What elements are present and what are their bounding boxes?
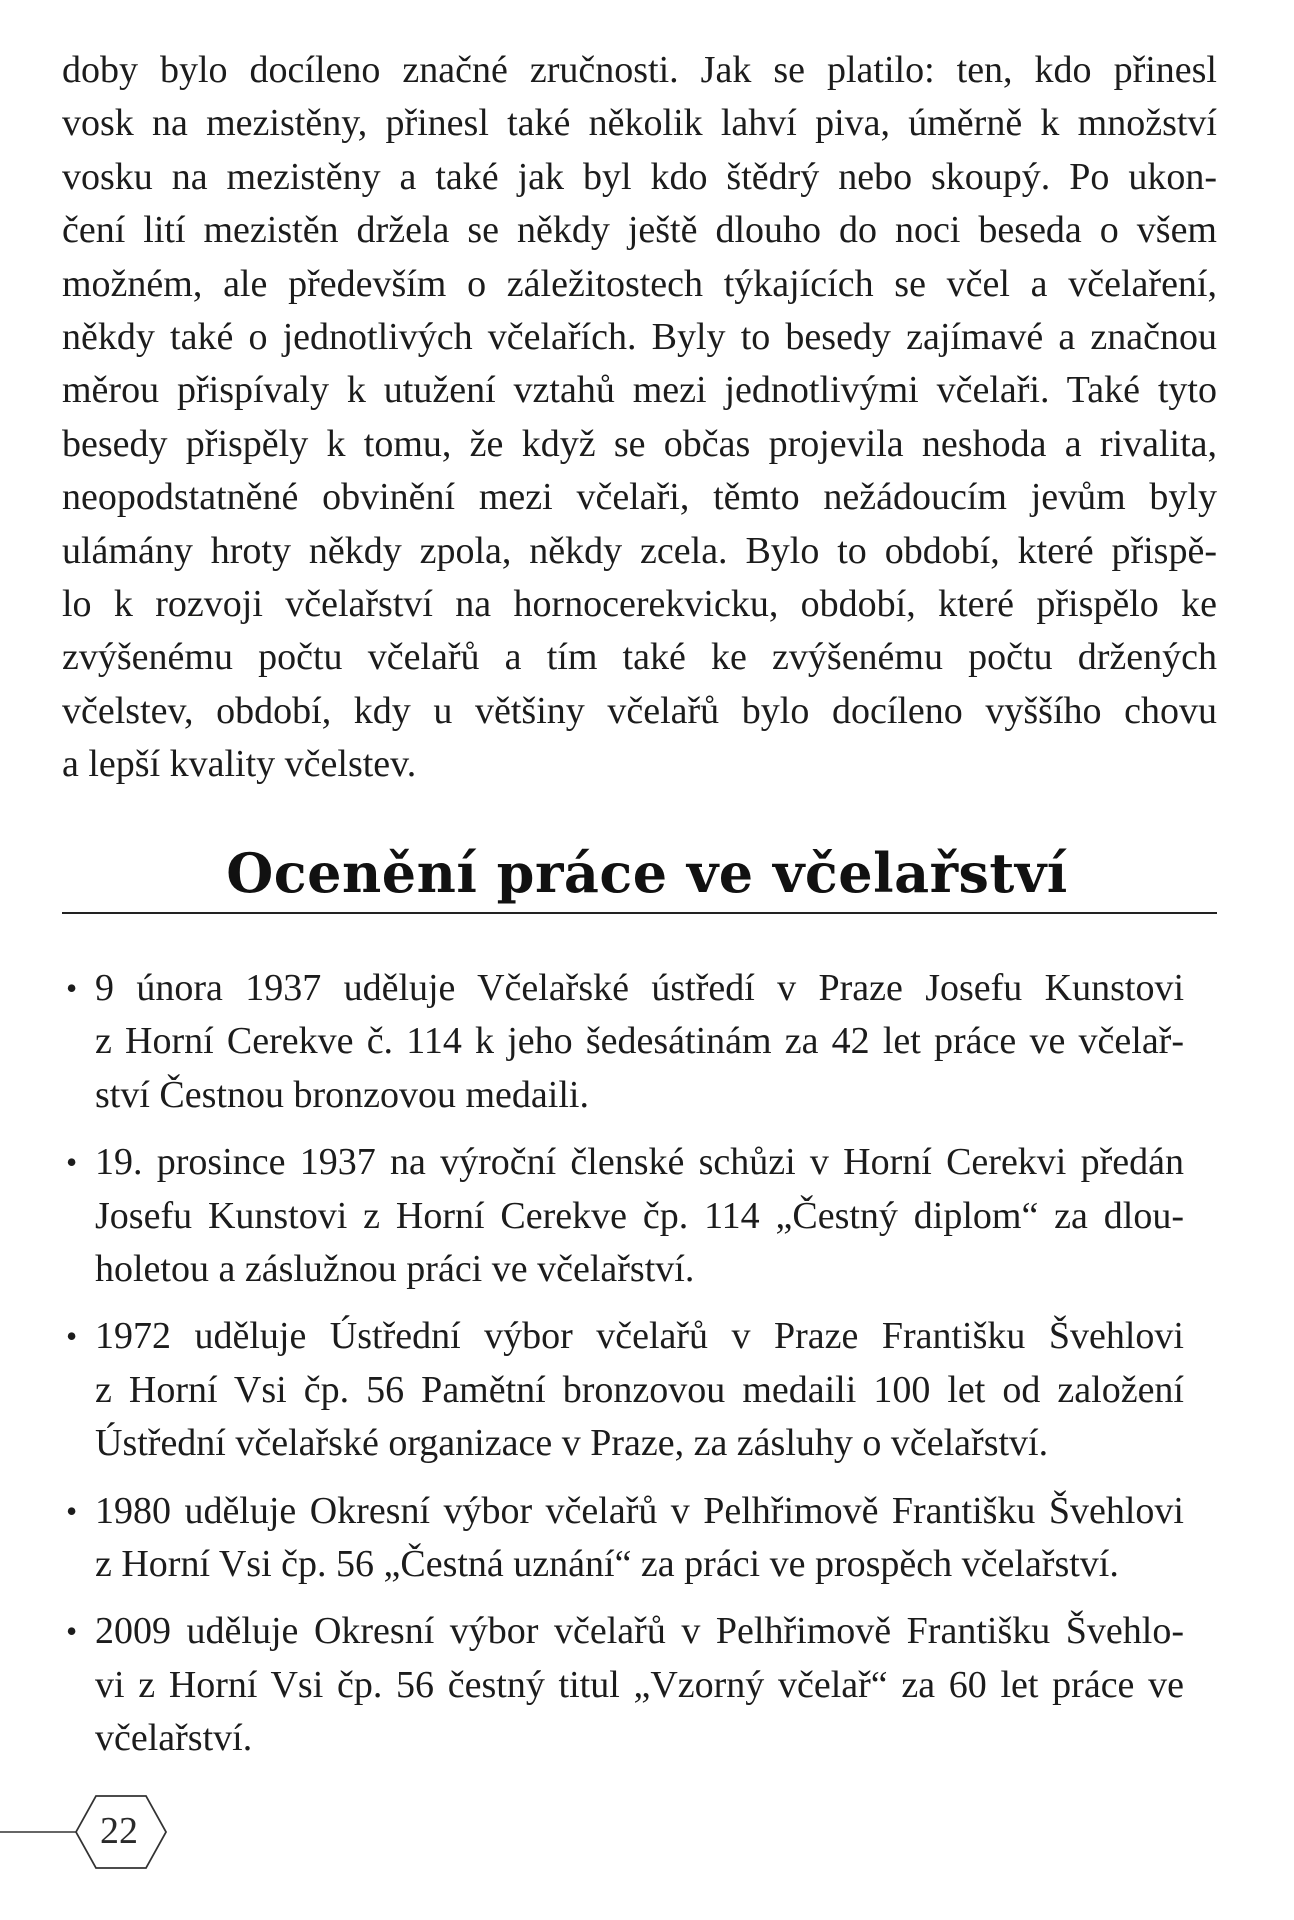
heading-underline — [62, 912, 1217, 914]
bullet-icon: • — [66, 1492, 78, 1529]
award-line: vi z Horní Vsi čp. 56 čestný titul „Vzorný včelař“ za 60 let práce ve — [95, 1663, 1184, 1706]
bullet-icon: • — [66, 1318, 78, 1355]
bullet-icon: • — [66, 1144, 78, 1181]
bullet-icon: • — [66, 970, 78, 1006]
paragraph-line: neopodstatněné obvinění mezi včelaři, těmto nežádoucím jevům byly — [62, 476, 1217, 519]
award-line: Josefu Kunstovi z Horní Cerekve čp. 114 „Čestný diplom“ za dlou- — [95, 1194, 1184, 1237]
award-line: holetou a záslužnou práci ve včelařství. — [95, 1247, 695, 1290]
award-line: včelařství. — [95, 1717, 253, 1760]
award-line: 1972 uděluje Ústřední výbor včelařů v Praze Františku Švehlovi — [95, 1315, 1184, 1358]
bullet-icon: • — [66, 1613, 78, 1650]
paragraph-line: měrou přispívaly k utužení vztahů mezi jednotlivými včelaři. Také tyto — [62, 369, 1217, 412]
section-heading: Ocenění práce ve včelařství — [226, 841, 1068, 905]
paragraph-line: možném, ale především o záležitostech týkajících se včel a včelaření, — [62, 262, 1217, 305]
paragraph-line: někdy také o jednotlivých včelařích. Byly to besedy zajímavé a značnou — [62, 315, 1217, 358]
award-line: z Horní Vsi čp. 56 „Čestná uznání“ za práci ve prospěch včelařství. — [95, 1542, 1119, 1585]
award-line: z Horní Cerekve č. 114 k jeho šedesátinám za 42 let práce ve včelař- — [95, 1020, 1184, 1063]
award-item — [62, 1485, 1217, 1592]
paragraph-line: včelstev, období, kdy u většiny včelařů bylo docíleno vyššího chovu — [62, 689, 1217, 732]
award-item — [62, 962, 1217, 1122]
award-item — [62, 1605, 1217, 1765]
award-line: z Horní Vsi čp. 56 Pamětní bronzovou medaili 100 let od založení — [95, 1368, 1184, 1411]
paragraph-line: zvýšenému počtu včelařů a tím také ke zvýšenému počtu držených — [62, 636, 1217, 679]
paragraph-line: a lepší kvality včelstev. — [62, 743, 417, 786]
award-line: 9 února 1937 uděluje Včelařské ústředí v Praze Josefu Kunstovi — [95, 967, 1184, 1009]
award-item — [62, 1136, 1217, 1296]
paragraph-line: lo k rozvoji včelařství na hornocerekvicku, období, které přispělo ke — [62, 582, 1217, 625]
paragraph-line: vosku na mezistěny a také jak byl kdo štědrý nebo skoupý. Po ukon- — [62, 155, 1217, 198]
paragraph-line: doby bylo docíleno značné zručnosti. Jak se platilo: ten, kdo přinesl — [62, 49, 1217, 91]
paragraph-line: ulámány hroty někdy zpola, někdy zcela. Bylo to období, které přispě- — [62, 529, 1217, 572]
paragraph-line: besedy přispěly k tomu, že když se občas projevila neshoda a rivalita, — [62, 422, 1217, 465]
paragraph-line: vosk na mezistěny, přinesl také několik lahví piva, úměrně k množství — [62, 102, 1217, 145]
award-line: Ústřední včelařské organizace v Praze, za zásluhy o včelařství. — [95, 1422, 1049, 1465]
paragraph-line: čení lití mezistěn držela se někdy ještě dlouho do noci beseda o všem — [62, 209, 1217, 252]
awards-list — [62, 962, 1217, 1779]
award-line: 2009 uděluje Okresní výbor včelařů v Pelhřimově Františku Švehlo- — [95, 1610, 1184, 1653]
body-paragraph — [62, 44, 1217, 791]
award-line: 19. prosince 1937 na výroční členské schůzi v Horní Cerekvi předán — [95, 1141, 1184, 1184]
page-number: 22 — [100, 1810, 138, 1852]
award-line: ství Čestnou bronzovou medaili. — [95, 1073, 589, 1116]
award-line: 1980 uděluje Okresní výbor včelařů v Pelhřimově Františku Švehlovi — [95, 1489, 1184, 1532]
award-item — [62, 1310, 1217, 1470]
